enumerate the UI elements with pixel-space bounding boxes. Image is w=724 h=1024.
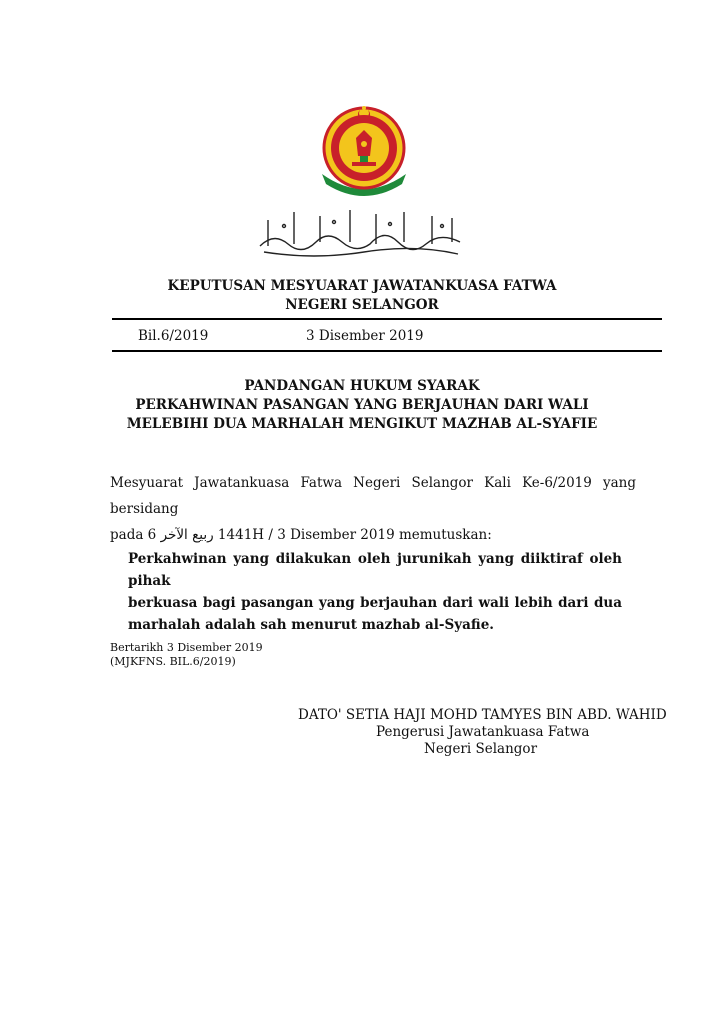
subject-line-1: PANDANGAN HUKUM SYARAK: [244, 378, 480, 394]
signatory-position: Pengerusi Jawatankuasa Fatwa: [376, 724, 590, 740]
subject-heading: [0, 377, 724, 434]
jabatan-mufti-logo: [316, 104, 412, 200]
intro-line-2-start: pada 6: [110, 527, 161, 543]
intro-paragraph: [110, 470, 636, 548]
arabic-calligraphy: [254, 202, 466, 260]
title-line-2: NEGERI SELANGOR: [285, 297, 439, 313]
subject-line-3: MELEBIHI DUA MARHALAH MENGIKUT MAZHAB AL-SYAFIE: [126, 416, 598, 432]
subject-line-2: PERKAHWINAN PASANGAN YANG BERJAUHAN DARI WALI: [135, 397, 589, 413]
reference-date: 3 Disember 2019: [306, 328, 424, 344]
signatory-name: DATO' SETIA HAJI MOHD TAMYES BIN ABD. WAHID: [298, 707, 667, 723]
intro-line-1: Mesyuarat Jawatankuasa Fatwa Negeri Selangor Kali Ke-6/2019 yang bersidang: [110, 475, 636, 517]
reference-number: Bil.6/2019: [138, 328, 209, 344]
title-line-1: KEPUTUSAN MESYUARAT JAWATANKUASA FATWA: [167, 278, 557, 294]
decision-text: [128, 548, 622, 636]
dated-line: Bertarikh 3 Disember 2019: [110, 641, 263, 654]
signatory-state: Negeri Selangor: [424, 741, 538, 757]
decision-line-3: marhalah adalah sah menurut mazhab al-Syafie.: [128, 617, 494, 633]
intro-line-2-end: 1441H / 3 Disember 2019 memutuskan:: [213, 527, 492, 543]
footer-reference: (MJKFNS. BIL.6/2019): [110, 655, 236, 668]
bottom-rule: [112, 350, 662, 352]
top-rule: [112, 318, 662, 320]
decision-line-1: Perkahwinan yang dilakukan oleh jurunikah yang diiktiraf oleh pihak: [128, 551, 622, 589]
document-title: [0, 277, 724, 315]
intro-arabic-month: ربيع الآخر: [160, 527, 214, 543]
decision-line-2: berkuasa bagi pasangan yang berjauhan dari wali lebih dari dua: [128, 595, 622, 611]
